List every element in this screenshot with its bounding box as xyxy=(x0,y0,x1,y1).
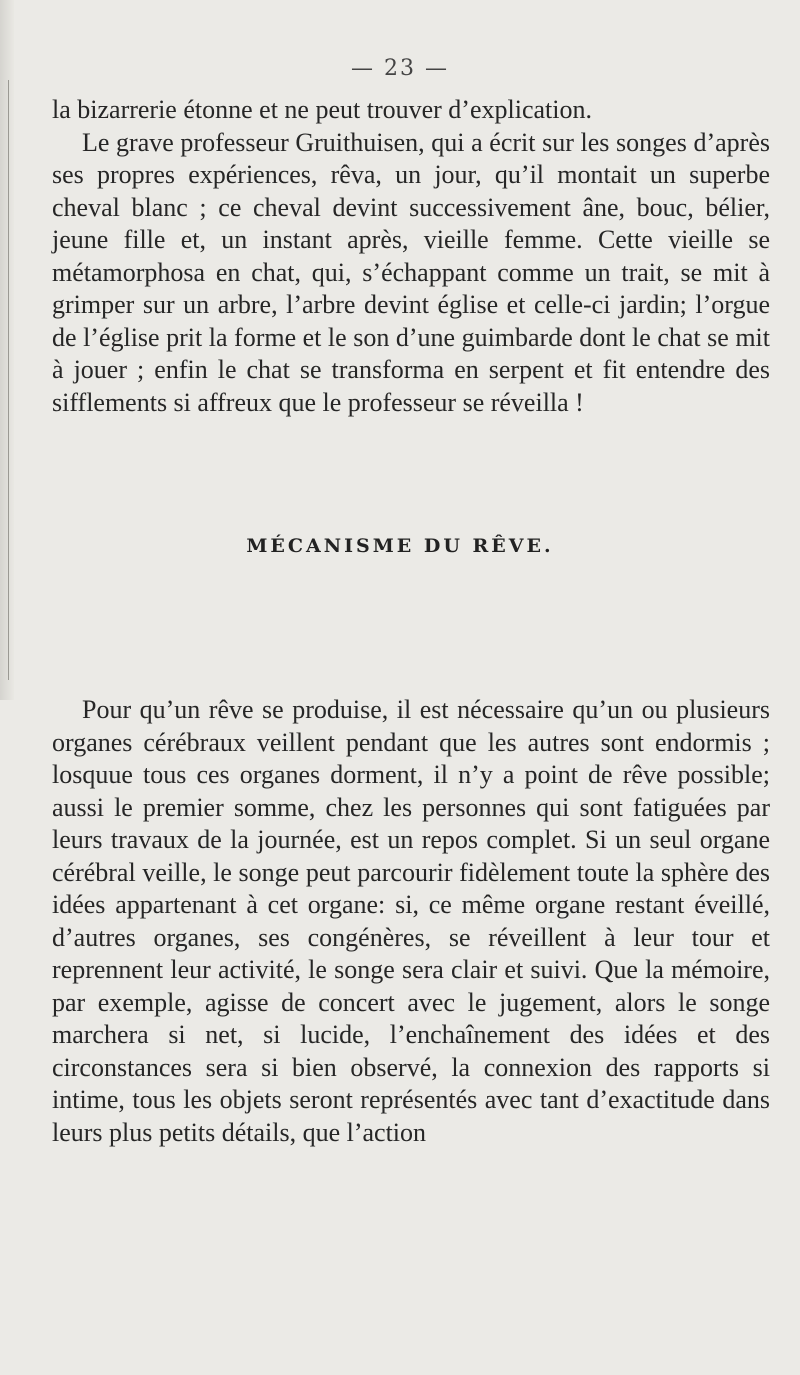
text-block-top xyxy=(52,94,770,419)
page-number: — 23 — xyxy=(351,56,449,81)
paragraph-gruithuisen: Le grave professeur Gruithuisen, qui a écrit sur les songes d’après ses propres expériences, rêva, un jour, qu’il montait un superbe cheval blanc ; ce cheval devint successivement âne, bouc, bélier, jeune fille et, un instant après, vieille femme. Cette vieille se métamorphosa en chat, qui, s’échappant comme un trait, se mit à grimper sur un arbre, l’arbre devint église et celle-ci jardin; l’orgue de l’église prit la forme et le son d’une guimbarde dont le chat se mit à jouer ; enfin le chat se transforma en serpent et fit entendre des sifflements si affreux que le professeur se réveilla ! xyxy=(52,127,770,417)
text-block-bottom xyxy=(52,694,770,1149)
page-gutter xyxy=(0,0,14,700)
paragraph-continuation: la bizarrerie étonne et ne peut trouver d’explication. xyxy=(52,95,592,124)
section-heading: MÉCANISME DU RÊVE. xyxy=(246,535,554,557)
binding-edge xyxy=(8,80,9,680)
paragraph-mecanisme: Pour qu’un rêve se produise, il est nécessaire qu’un ou plusieurs organes cérébraux veillent pendant que les autres sont endormis ; losquue tous ces organes dorment, il n’y a point de rêve possible; aussi le premier somme, chez les personnes qui sont fatiguées par leurs travaux de la journée, est un repos complet. Si un seul organe cérébral veille, le songe peut parcourir fidèlement toute la sphère des idées appartenant à cet organe: si, ce même organe restant éveillé, d’autres organes, ses congénères, se réveillent à leur tour et reprennent leur activité, le songe sera clair et suivi. Que la mémoire, par exemple, agisse de concert avec le jugement, alors le songe marchera si net, si lucide, l’enchaînement des idées et des circonstances sera si bien observé, la connexion des rapports si intime, tous les objets seront représentés avec tant d’exactitude dans leurs plus petits détails, que l’action xyxy=(52,695,770,1147)
